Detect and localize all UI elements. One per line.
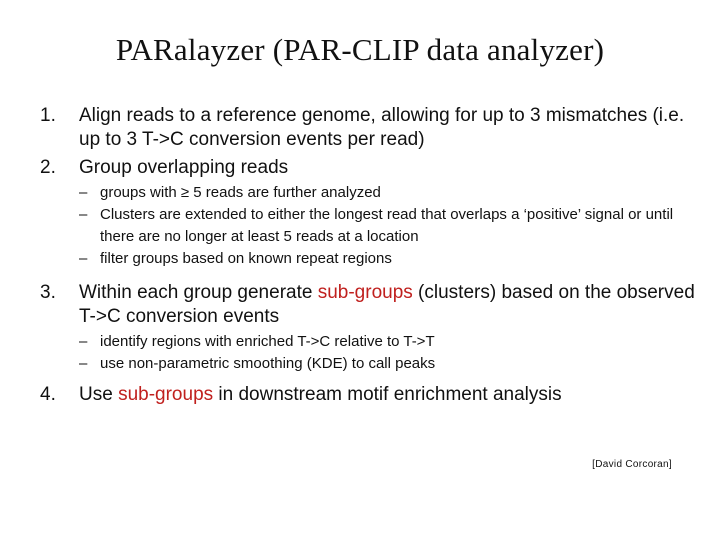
dash-bullet: – bbox=[79, 333, 88, 350]
slide-title: PARalayzer (PAR-CLIP data analyzer) bbox=[115, 32, 605, 67]
list-text bbox=[79, 281, 700, 329]
list-text-part: in downstream motif enrichment analysis bbox=[213, 384, 562, 405]
list-text-part: Within each group generate bbox=[79, 282, 318, 303]
sublist-text: groups with ≥ 5 reads are further analyzed bbox=[100, 184, 381, 201]
sublist-item bbox=[79, 182, 699, 204]
list-item-2 bbox=[40, 156, 700, 180]
dash-bullet: – bbox=[79, 355, 88, 372]
sublist-item bbox=[79, 248, 699, 270]
dash-bullet: – bbox=[79, 250, 88, 267]
highlight-text: sub-groups bbox=[317, 282, 413, 303]
list-item-1 bbox=[40, 104, 700, 152]
list-text bbox=[79, 383, 700, 407]
highlight-text: sub-groups bbox=[118, 384, 214, 405]
sublist-item bbox=[79, 353, 699, 375]
list-text: Group overlapping reads bbox=[79, 157, 289, 178]
list-item-4 bbox=[40, 383, 700, 407]
sublist-text: use non-parametric smoothing (KDE) to call peaks bbox=[100, 355, 436, 372]
sublist-item bbox=[79, 331, 699, 353]
list-text-part: Use bbox=[79, 384, 119, 405]
citation: [David Corcoran] bbox=[592, 459, 672, 470]
list-number: 1. bbox=[40, 105, 56, 126]
sublist-item bbox=[79, 204, 699, 248]
list-item-3 bbox=[40, 281, 700, 329]
dash-bullet: – bbox=[79, 206, 88, 223]
sublist-text: identify regions with enriched T->C relative to T->T bbox=[100, 333, 435, 350]
sublist-text: filter groups based on known repeat regions bbox=[100, 250, 392, 267]
list-number: 3. bbox=[40, 282, 56, 303]
sublist-item-3 bbox=[79, 331, 699, 375]
list-text: Align reads to a reference genome, allowing for up to 3 mismatches (i.e. up to 3 T->C conversion events per read) bbox=[79, 105, 685, 150]
dash-bullet: – bbox=[79, 184, 88, 201]
list-number: 2. bbox=[40, 157, 56, 178]
list-number: 4. bbox=[40, 384, 56, 405]
sublist-text: Clusters are extended to either the longest read that overlaps a ‘positive’ signal or until there are no longer at least 5 reads at a location bbox=[100, 206, 674, 245]
sublist-item-2 bbox=[79, 182, 699, 270]
list-text-part: (clusters) based on the observed T->C conversion events bbox=[79, 282, 695, 327]
